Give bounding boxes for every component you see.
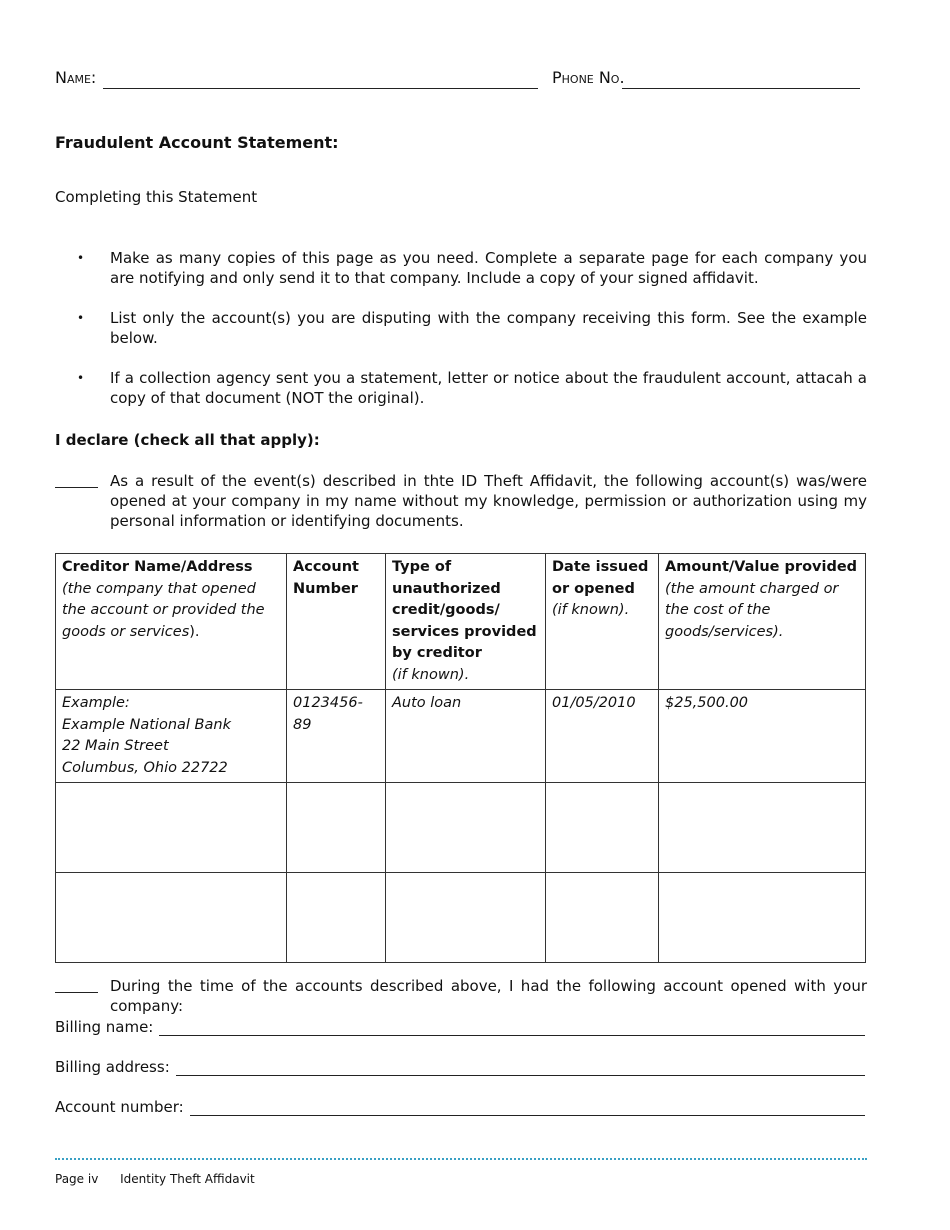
header-type: Type of unauthorized credit/goods/ services provided by creditor (if known). [386,554,546,690]
table-cell[interactable] [287,783,386,873]
list-item [55,248,867,288]
declaration-1 [55,471,867,531]
header-creditor: Creditor Name/Address (the company that opened the account or provided the goods or services). [56,554,287,690]
name-field[interactable] [103,70,538,89]
billing-name-row [55,1018,865,1036]
declaration-2-text: During the time of the accounts described above, I had the following account opened with your company: [110,977,867,1015]
table-cell[interactable] [386,873,546,963]
account-number-field[interactable] [190,1101,865,1116]
account-number-label: Account number: [55,1098,184,1116]
phone-label: Phone No. [552,68,625,87]
table-row [56,690,866,783]
header-date: Date issued or opened (if known). [546,554,659,690]
table-cell[interactable] [659,783,866,873]
list-item [55,308,867,348]
section-title: Fraudulent Account Statement: [55,133,339,152]
billing-name-field[interactable] [159,1021,865,1036]
bullet-icon: • [77,371,85,385]
table-cell[interactable] [287,873,386,963]
account-number-row [55,1098,865,1116]
table-row [56,873,866,963]
header-account-number: Account Number [287,554,386,690]
billing-address-row [55,1058,865,1076]
declaration-2 [55,976,867,1016]
table-cell[interactable] [546,783,659,873]
billing-address-field[interactable] [176,1061,865,1076]
name-label: Name: [55,68,97,87]
bullet-icon: • [77,251,85,265]
list-item [55,368,867,408]
billing-address-label: Billing address: [55,1058,170,1076]
declaration-1-text: As a result of the event(s) described in thte ID Theft Affidavit, the following account(s) was/were opened at your company in my name without my knowledge, permission or authorization using my personal information or identifying documents. [110,472,867,530]
table-cell[interactable] [659,873,866,963]
example-date: 01/05/2010 [546,690,659,783]
phone-field[interactable] [622,70,860,89]
table-cell[interactable] [56,783,287,873]
footer [55,1172,255,1186]
example-account-number: 0123456-89 [287,690,386,783]
bullet-icon: • [77,311,85,325]
table-cell[interactable] [386,783,546,873]
example-type: Auto loan [386,690,546,783]
page-number: Page iv [55,1172,99,1186]
example-creditor: Example: Example National Bank 22 Main Street Columbus, Ohio 22722 [56,690,287,783]
instructions-list [55,248,867,428]
header-amount: Amount/Value provided (the amount charged or the cost of the goods/services). [659,554,866,690]
table-row [56,783,866,873]
declaration-1-checkbox[interactable] [55,471,98,488]
footer-divider [55,1158,867,1160]
bullet-text: Make as many copies of this page as you need. Complete a separate page for each company you are notifying and only send it to that company. Include a copy of your signed affidavit. [110,249,867,287]
example-amount: $25,500.00 [659,690,866,783]
accounts-table [55,553,866,963]
subheading: Completing this Statement [55,188,258,206]
declaration-2-checkbox[interactable] [55,976,98,993]
table-cell[interactable] [546,873,659,963]
bullet-text: If a collection agency sent you a statement, letter or notice about the fraudulent account, attacah a copy of that document (NOT the original). [110,369,867,407]
document-title: Identity Theft Affidavit [120,1172,255,1186]
table-header-row [56,554,866,690]
bullet-text: List only the account(s) you are disputing with the company receiving this form. See the example below. [110,309,867,347]
table-cell[interactable] [56,873,287,963]
declare-heading: I declare (check all that apply): [55,431,320,449]
billing-name-label: Billing name: [55,1018,154,1036]
